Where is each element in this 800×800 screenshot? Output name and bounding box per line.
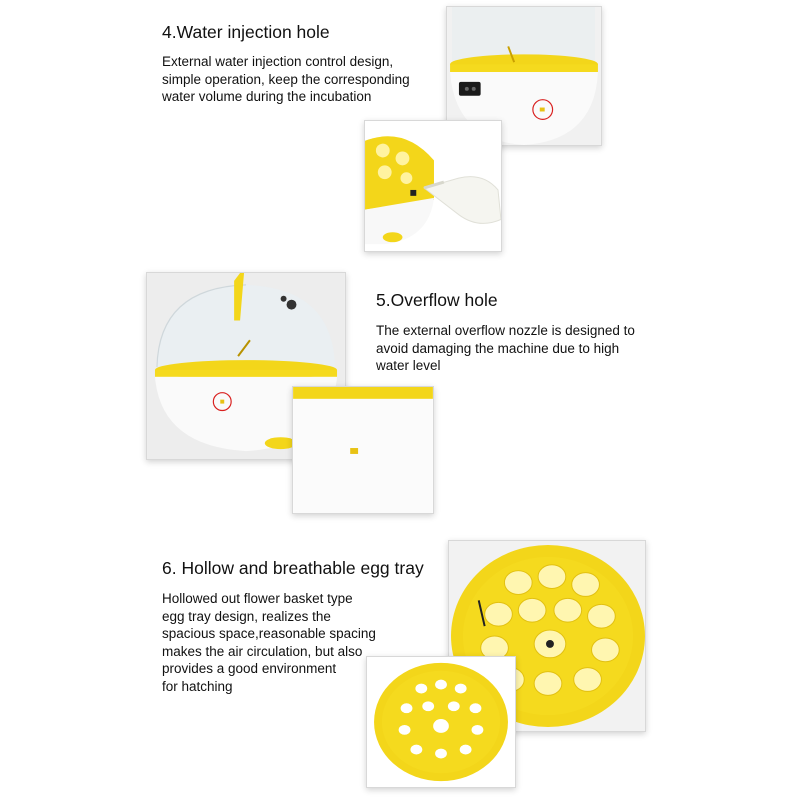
section-5-heading: 5.Overflow hole	[376, 290, 498, 310]
section-6-heading: 6. Hollow and breathable egg tray	[162, 558, 424, 578]
section-5-description	[376, 322, 635, 375]
description-line: External water injection control design,	[162, 54, 394, 69]
water-injection-illustration	[365, 121, 501, 251]
description-line: avoid damaging the machine due to high	[376, 340, 620, 356]
description-line: makes the air circulation, but also	[162, 643, 363, 659]
section-4-heading: 4.Water injection hole	[162, 22, 330, 42]
description-line: egg tray design, realizes the	[162, 608, 331, 624]
detached-tray-illustration	[367, 657, 515, 787]
description-line: water volume during the incubation	[162, 89, 372, 104]
description-line: for hatching	[162, 678, 233, 694]
overflow-closeup-illustration	[293, 387, 433, 513]
photo-overflow-hole-closeup	[292, 386, 434, 514]
description-line: water level	[376, 358, 441, 373]
section-4-description	[162, 53, 410, 106]
description-line: The external overflow nozzle is designed to	[376, 323, 635, 338]
photo-water-bottle-injection	[364, 120, 502, 252]
description-line: simple operation, keep the corresponding	[162, 71, 410, 87]
photo-egg-tray-detached	[366, 656, 516, 788]
section-6-description	[162, 590, 376, 695]
description-line: provides a good environment	[162, 661, 337, 676]
description-line: Hollowed out flower basket type	[162, 591, 353, 606]
description-line: spacious space,reasonable spacing	[162, 626, 376, 641]
